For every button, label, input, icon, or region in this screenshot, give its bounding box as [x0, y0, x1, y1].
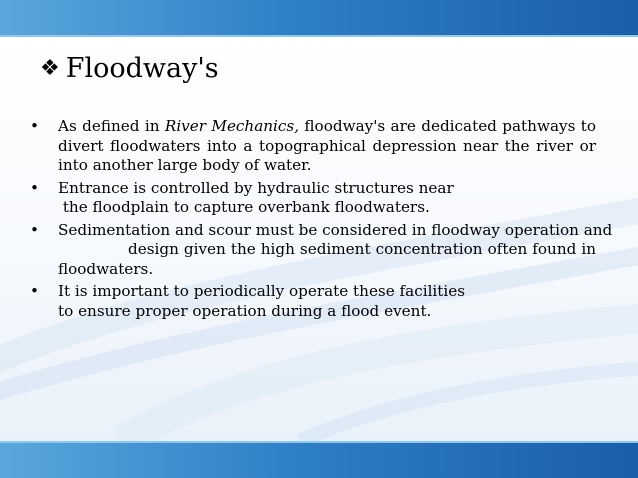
bullet-marker: • — [30, 117, 39, 135]
bullet-marker: • — [30, 178, 39, 197]
slide-title — [40, 52, 219, 86]
bullet-4-line-2: to ensure proper operation during a flood event. — [58, 301, 432, 320]
bullet-item-1 — [30, 117, 596, 176]
bullet-item-2 — [30, 179, 596, 218]
bullet-marker: • — [30, 220, 39, 239]
bullet-item-4 — [30, 282, 596, 321]
bullet-item-3 — [30, 220, 613, 280]
bullet-1-text-b: floodway's are dedicated pathways to divert floodwaters into a topographical depression near the river or into another large body of water. — [58, 117, 596, 174]
bullet-3-line-2: design given the high sediment concentration often found in floodwaters. — [58, 240, 596, 278]
bullet-4-line-1: It is important to periodically operate these facilities — [58, 282, 466, 300]
bullet-marker: • — [30, 282, 39, 300]
bullet-1-text-a: As defined in — [58, 117, 165, 135]
header-band — [0, 0, 638, 37]
footer-band — [0, 441, 638, 478]
slide-title-text: Floodway's — [65, 53, 219, 84]
bullet-3-line-1: Sedimentation and scour must be considered in floodway operation and — [58, 220, 613, 239]
bullet-1-emphasis: River Mechanics, — [164, 117, 300, 135]
diamond-four-icon: ❖ — [40, 56, 60, 81]
bullet-list — [30, 117, 613, 321]
bullet-2-line-2: the floodplain to capture overbank floodwaters. — [58, 198, 430, 216]
bullet-2-line-1: Entrance is controlled by hydraulic structures near — [58, 178, 454, 197]
